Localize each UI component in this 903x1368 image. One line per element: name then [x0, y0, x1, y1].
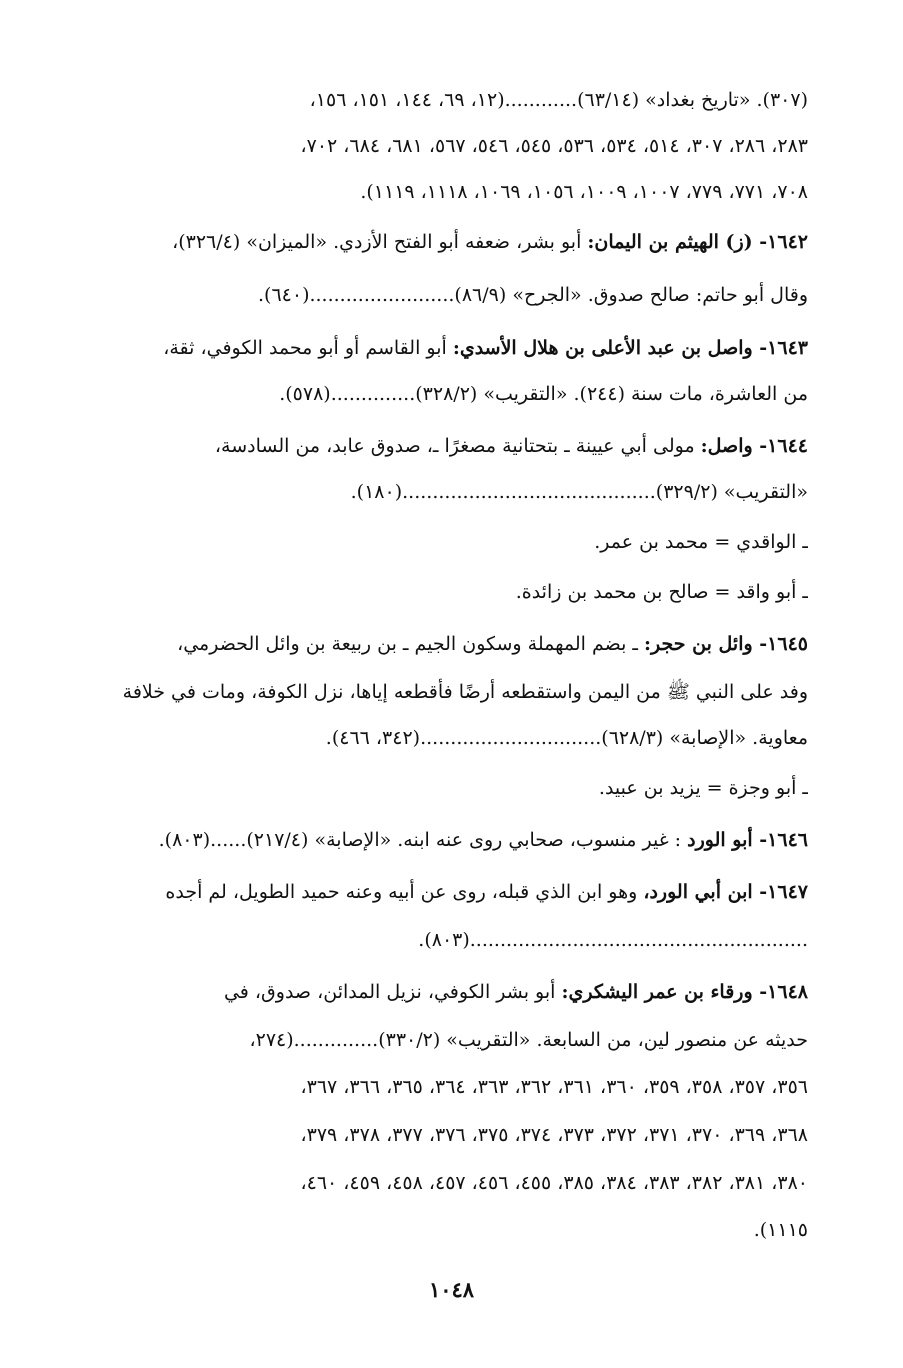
text-line [88, 76, 808, 124]
text-line [88, 1111, 808, 1159]
entry-name: ورقاء بن عمر اليشكري: [561, 981, 753, 1003]
page-number: ١٠٤٨ [428, 1277, 475, 1302]
entry-number: ١٦٤٣- [752, 337, 808, 359]
entry-name: (ز) الهيثم بن اليمان: [587, 231, 753, 253]
text-line [88, 1206, 808, 1254]
entry-text: : غير منسوب، صحابي روى عنه ابنه. «الإصابة» (٢١٧/٤)......(٨٠٣). [158, 829, 688, 851]
entry-text: ٧٠٨، ٧٧١، ٧٧٩، ١٠٠٧، ١٠٠٩، ١٠٥٦، ١٠٦٩، ١١١٨، ١١١٩). [360, 181, 808, 203]
entry-name: ابن أبي الورد، [643, 881, 753, 903]
entry-text: أبو القاسم أو أبو محمد الكوفي، ثقة، [163, 337, 453, 359]
entry-name: واصل: [700, 435, 753, 457]
text-line [88, 168, 808, 216]
entry-text: مولى أبي عيينة ـ بتحتانية مصغرًا ـ، صدوق عابد، من السادسة، [214, 435, 701, 457]
entry-number: ١٦٤٢- [752, 231, 808, 253]
entry-number: ١٦٤٤- [752, 435, 808, 457]
text-line [88, 1063, 808, 1111]
text-line [88, 620, 808, 668]
entry-name: وائل بن حجر: [644, 633, 753, 655]
text-line [88, 714, 808, 762]
entry-text: ـ الواقدي = محمد بن عمر. [594, 531, 808, 553]
entry-number: ١٦٤٥- [752, 633, 808, 655]
entry-text: ........................................................(٨٠٣). [418, 929, 808, 951]
entry-text: (٣٠٧). «تاريخ بغداد» (٦٣/١٤)............(١٢، ٦٩، ١٤٤، ١٥١، ١٥٦، [309, 89, 808, 111]
entry-text: ٢٨٣، ٢٨٦، ٣٠٧، ٥١٤، ٥٣٤، ٥٣٦، ٥٤٥، ٥٤٦، ٥٦٧، ٦٨١، ٦٨٤، ٧٠٢، [300, 135, 808, 157]
entry-text: ٣٥٦، ٣٥٧، ٣٥٨، ٣٥٩، ٣٦٠، ٣٦١، ٣٦٢، ٣٦٣، ٣٦٤، ٣٦٥، ٣٦٦، ٣٦٧، [300, 1076, 808, 1098]
text-line [88, 324, 808, 372]
text-line [88, 764, 808, 812]
entry-text: وفد على النبي ﷺ من اليمن واستقطعه أرضًا فأقطعه إياها، نزل الكوفة، ومات في خلافة [122, 681, 808, 703]
text-line [88, 868, 808, 916]
text-line [88, 122, 808, 170]
entry-text: ٣٨٠، ٣٨١، ٣٨٢، ٣٨٣، ٣٨٤، ٣٨٥، ٤٥٥، ٤٥٦، ٤٥٧، ٤٥٨، ٤٥٩، ٤٦٠، [300, 1172, 808, 1194]
entry-number: ١٦٤٨- [752, 981, 808, 1003]
entry-number: ١٦٤٧- [752, 881, 808, 903]
entry-text: «التقريب» (٣٢٩/٢)..........................................(١٨٠). [350, 481, 808, 503]
text-line [88, 1159, 808, 1207]
text-line [88, 271, 808, 319]
entry-text: من العاشرة، مات سنة (٢٤٤). «التقريب» (٣٢٨/٢)..............(٥٧٨). [279, 383, 808, 405]
text-line [88, 370, 808, 418]
text-line [88, 668, 808, 716]
entry-text: وقال أبو حاتم: صالح صدوق. «الجرح» (٨٦/٩)........................(٦٤٠). [257, 284, 808, 306]
entry-text: ـ أبو وجزة = يزيد بن عبيد. [598, 777, 808, 799]
text-line [88, 518, 808, 566]
text-line [88, 468, 808, 516]
text-line [88, 568, 808, 616]
entry-text: وهو ابن الذي قبله، روى عن أبيه وعنه حميد الطويل، لم أجده [165, 881, 644, 903]
text-line [88, 1016, 808, 1064]
entry-text: أبو بشر الكوفي، نزيل المدائن، صدوق، في [223, 981, 562, 1003]
entry-text: ١١١٥). [753, 1219, 808, 1241]
text-line [88, 916, 808, 964]
entry-text: أبو بشر، ضعفه أبو الفتح الأزدي. «الميزان» (٣٢٦/٤)، [172, 231, 588, 253]
entry-name: أبو الورد [687, 829, 753, 851]
entry-text: ـ أبو واقد = صالح بن محمد بن زائدة. [515, 581, 808, 603]
entry-text: ٣٦٨، ٣٦٩، ٣٧٠، ٣٧١، ٣٧٢، ٣٧٣، ٣٧٤، ٣٧٥، ٣٧٦، ٣٧٧، ٣٧٨، ٣٧٩، [300, 1124, 808, 1146]
entry-text: ـ بضم المهملة وسكون الجيم ـ بن ربيعة بن وائل الحضرمي، [177, 633, 645, 655]
text-line [88, 968, 808, 1016]
entry-text: معاوية. «الإصابة» (٦٢٨/٣)..............................(٣٤٢، ٤٦٦). [325, 727, 808, 749]
entry-name: واصل بن عبد الأعلى بن هلال الأسدي: [452, 337, 753, 359]
entry-text: حديثه عن منصور لين، من السابعة. «التقريب» (٣٣٠/٢)..............(٢٧٤، [249, 1029, 808, 1051]
text-line [88, 422, 808, 470]
text-line [88, 816, 808, 864]
text-line [88, 218, 808, 266]
entry-number: ١٦٤٦- [752, 829, 808, 851]
